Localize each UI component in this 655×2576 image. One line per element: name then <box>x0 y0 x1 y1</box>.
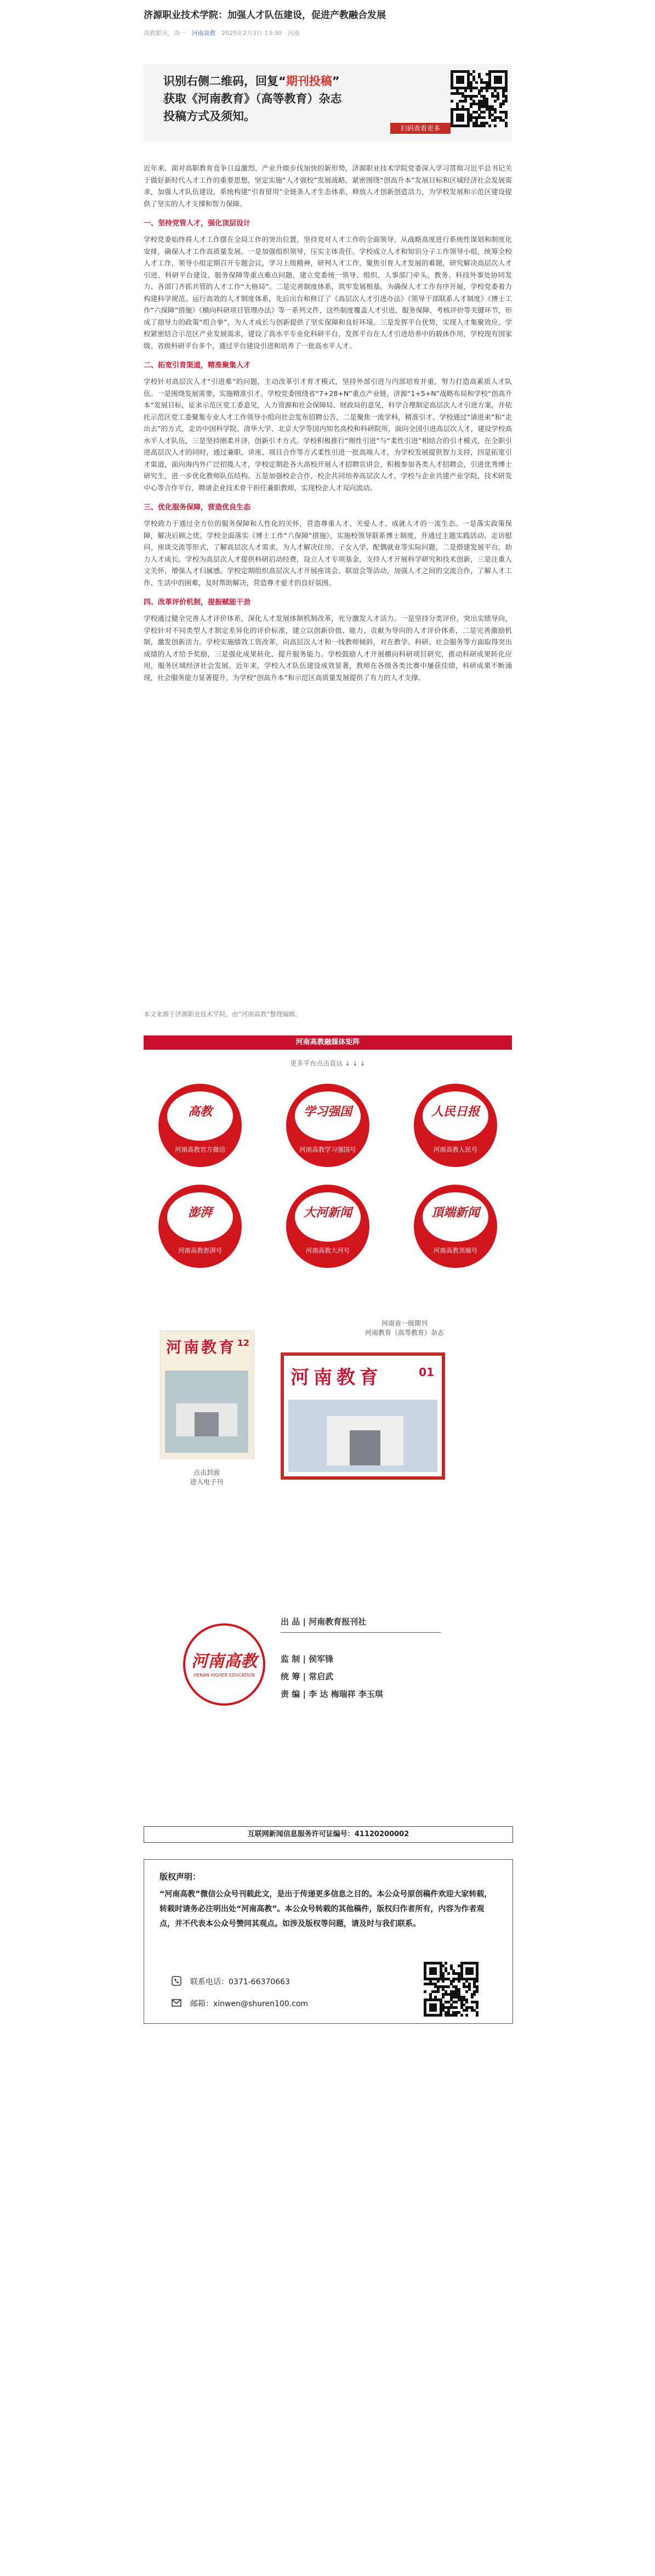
phone-label: 联系电话： <box>190 1978 229 1986</box>
logo-dingduan-hao[interactable] <box>414 1185 497 1268</box>
logo-mark: 高教 <box>187 1105 212 1119</box>
logo-caption: 河南高教人民号 <box>433 1146 478 1153</box>
magazine-header-1: 河南省一级期刊 <box>381 1320 428 1327</box>
section-4-paragraph: 学校通过健全完善人才评价体系，深化人才发展体制机制改革，充分激发人才活力。一是坚持分类评价，突出实绩导向，学校针对不同类型人才制定差异化的评价标准，建立以创新价值、能力、贡献为导向的人才评价体系，二是完善激励机制，激发创新活力。学校实施绩效工资改革，向高层次人才和一线教师倾斜，对在教学、科研、社会服务等方面取得突出成绩的人才给予奖励，三是强化成果转化，提升服务能力。学校鼓励人才开展横向科研项目研究，推动科研成果转化应用，服务区域经济社会发展。近年来，学校人才队伍建设成效显著，教师在各级各类比赛中屡获佳绩，科研成果不断涌现，社会服务能力显著提升，为学校“创高升本”和示范区高质量发展提供了有力的人才支撑。 <box>144 614 512 682</box>
media-matrix-heading: 河南高教融媒体矩阵 <box>144 1035 512 1050</box>
logo-mark: 人民日报 <box>431 1105 480 1119</box>
banner-line1-pre: 识别右侧二维码，回复“ <box>163 75 286 88</box>
magazine-caption-1: 点击封面 <box>193 1469 220 1476</box>
article-title: 济源职业技术学院：加强人才队伍建设，促进产教融合发展 <box>144 10 386 21</box>
magazine-cover-previous[interactable] <box>160 1331 254 1459</box>
submission-banner <box>144 64 512 141</box>
credit-supervisor: 监 制 | 侯军锋 <box>281 1654 334 1664</box>
section-1-heading: 一、坚持党管人才，强化顶层设计 <box>144 219 251 228</box>
section-4-heading: 四、改革评价机制，提振赋能干劲 <box>144 598 251 607</box>
section-1-paragraph: 学校党委始终将人才工作摆在全局工作的突出位置，坚持党对人才工作的全面领导，从战略高度进行系统性谋划和制度化安排，确保人才工作高质量发展。一是加强组织领导，压实主体责任。学校成立人才和知识分子工作领导小组，统筹全校人才工作，领导小组定期召开专题会议，学习上级精神，研判人才工作，聚焦引育人才发展的难题，研究解决高层次人才引进、科研平台建设、服务保障等重点难点问题，建立党委统一领导、组织、人事部门牵头、教务、科技外事处协同发力、各部门齐抓共管的人才工作“大格局”。二是完善制度体系，筑牢发展根基。为确保人才工作有序开展，学校党委着力构建科学规范、运行高效的人才制度体系，先后出台和修订了《高层次人才引进办法》《领导干部联系人才制度》《博士工作“六保障”措施》《横向科研项目管理办法》等一系列文件，这些制度覆盖人才引进、服务保障、考核评价等关键环节，形成了指导力的政策“组合拳”，为人才成长与创新提供了坚实保障和良好环境。三是发挥平台优势，实现人才集聚效应。学校紧密结合示范区产业发展需求，建设了高水平专业化科研平台，发挥平台在人才引进培养中的载体作用，学校现有国家级、省级科研平台多个，通过平台建设引进和培养了一批高水平人才。 <box>144 235 512 350</box>
brand-name-en: HENAN HIGHER EDUCATION <box>193 1673 255 1678</box>
cover-title: 河南教育 <box>291 1367 383 1389</box>
email-label: 邮箱： <box>190 2000 213 2008</box>
logo-caption: 河南高教官方微信 <box>175 1146 225 1153</box>
logo-xuexi-qiangguo[interactable] <box>286 1084 369 1167</box>
account-link[interactable]: 河南高教 <box>191 30 216 37</box>
phone-number[interactable]: 0371-66370663 <box>229 1978 290 1986</box>
magazine-header-2: 河南教育（高等教育）杂志 <box>364 1329 444 1337</box>
magazine-caption <box>176 1468 237 1486</box>
cover-issue: 01 <box>419 1366 434 1379</box>
credit-editors: 责 编 | 李 达 梅瑞祥 李玉琪 <box>281 1689 383 1699</box>
logo-dahe-hao[interactable] <box>286 1185 369 1268</box>
publish-location: 河南 <box>287 30 300 37</box>
logo-caption: 河南高教澎湃号 <box>178 1247 223 1254</box>
section-3-heading: 三、优化服务保障，营造优良生态 <box>144 503 251 512</box>
banner-highlight: 期刊投稿 <box>286 75 332 88</box>
magazine-caption-2: 进入电子刊 <box>190 1478 223 1486</box>
brand-name: 河南高教 <box>191 1652 257 1671</box>
scan-more-button[interactable]: 扫码查看更多 <box>390 123 451 134</box>
source-footnote: 本文来源于济源职业技术学院，由“河南高教”整理编辑。 <box>144 1010 301 1018</box>
credits-divider <box>281 1632 441 1633</box>
phone-icon <box>172 1976 181 1986</box>
banner-line3: 投稿方式及须知。 <box>163 110 255 123</box>
logo-henan-gaojiao-wechat[interactable] <box>158 1084 242 1167</box>
section-2-heading: 二、拓宽引育渠道，精准聚集人才 <box>144 361 251 370</box>
logo-mark: 頂端新闻 <box>431 1206 480 1220</box>
copyright-box <box>144 1859 513 2024</box>
cover-title: 河南教育 <box>166 1338 237 1356</box>
copyright-title: 版权声明： <box>160 1872 201 1882</box>
logo-caption: 河南高教顶端号 <box>433 1247 478 1254</box>
cover-photo <box>165 1371 248 1453</box>
logo-caption: 河南高教学习强国号 <box>299 1146 356 1153</box>
credit-coordinator: 统 筹 | 常启武 <box>281 1672 334 1682</box>
email-address[interactable]: xinwen@shuren100.com <box>213 2000 309 2008</box>
henan-gaojiao-logo-icon <box>183 1623 265 1706</box>
logo-renmin-hao[interactable] <box>414 1084 497 1167</box>
more-platforms-hint: 更多平台点击直达 ↓ ↓ ↓ <box>290 1060 366 1067</box>
logo-mark: 澎湃 <box>187 1206 212 1220</box>
mail-icon <box>172 1998 181 2008</box>
banner-line2: 获取《河南教育》（高等教育）杂志 <box>163 92 342 105</box>
magazine-cover-current[interactable] <box>281 1352 445 1480</box>
intro-paragraph: 近年来，面对高职教育竞争日益激烈、产业升级步伐加快的新形势，济源职业技术学院党委深入学习贯彻习近平总书记关于做好新时代人才工作的重要思想，坚定实施“人才强校”发展战略，紧密围绕“创高升本”发展目标和区域经济社会发展需求，加强人才队伍建设，系统构建“引育留用”全链条人才生态体系，释放人才创新创造活力，为学校发展和示范区建设提供了坚实的人才支撑和智力保障。 <box>144 164 512 208</box>
credit-publisher: 出 品 | 河南教育报刊社 <box>281 1617 367 1627</box>
logo-mark: 大河新闻 <box>303 1206 352 1220</box>
magazine-header <box>322 1318 487 1337</box>
article-body <box>144 162 512 683</box>
cover-issue: 12 <box>237 1338 249 1348</box>
section-3-paragraph: 学校致力于通过全方位的服务保障和人性化的关怀，营造尊重人才、关爱人才、成就人才的一流生态。一是落实政策保障，解决后顾之忧。学校全面落实《博士工作“六保障”措施》，实施校领导联系博士制度，并通过主题实践活动、走访慰问、座谈交流等形式，了解高层次人才需求，为人才解决住房、子女入学、配偶就业等实际问题，二是搭建发展平台，助力人才成长。学校为高层次人才提供科研启动经费，设立人才专项基金，支持人才开展科学研究和技术创新，三是注重人文关怀，增强人才归属感。学校定期组织高层次人才开展座谈会、联谊会等活动，加强人才之间的交流合作，了解人才工作、生活中的困难，及时帮助解决，营造尊才爱才的良好氛围。 <box>144 519 512 587</box>
logo-pengpai-hao[interactable] <box>158 1185 242 1268</box>
article-meta <box>144 29 512 37</box>
publish-time: 2025年2月3日 13:30 <box>221 30 282 37</box>
license-number: 互联网新闻信息服务许可证编号：41120200002 <box>144 1826 513 1843</box>
section-2-paragraph: 学校针对高层次人才“引进难”的问题，主动改革引才育才模式，坚持外部引进与内部培育并重，努力打造高素质人才队伍。一是围绕发展需要，实施精准引才。学校党委围绕省“7+28+N”重点产业链，济源“1+5+N”战略布局和学校“创高升本”发展目标，征求示范区党工委意见，人力资源和社会保障局、财政局的意见，科学合理制定高层次人才引进方案，并依托示范区党工委聚集专业人才工作领导小组向社会发布招聘公告，二是聚焦一流学科，精准引才。学校通过“请进来”和“走出去”的方式，走访中国科学院、清华大学、北京大学等国内知名高校和科研院所，面向全国引进高层次人才，建设学校高水平人才队伍，三是坚持刚柔并济，创新引才方式。学校积极推行“刚性引进”与“柔性引进”相结合的引才模式，在全职引进高层次人才的同时，通过兼职、讲座、项目合作等方式柔性引进一批高端人才，为学校发展提供智力支持，四是拓宽引才渠道，面向海内外广泛招揽人才，学校定期赴各大高校开展人才招聘宣讲会，积极参加各类人才招聘会，引进优秀博士研究生，进一步优化教师队伍结构。五是加强校企合作，校企共同培养高层次人才，学校与企业共建产业学院、技术研发中心等合作平台，聘请企业技术骨干担任兼职教师，实现校企人才双向流动。 <box>144 377 512 492</box>
banner-text <box>163 72 342 125</box>
qr-code-icon[interactable] <box>451 70 508 127</box>
copyright-body: “河南高教”微信公众号刊载此文，是出于传递更多信息之目的。本公众号原创稿件欢迎大家转载，转载时请务必注明出处“河南高教”。本公众号转载的其他稿件，版权归作者所有，内容为作者观点，并不代表本公众号赞同其观点。如涉及版权等问题，请及时与我们联系。 <box>160 1890 492 1928</box>
logo-caption: 河南高教大河号 <box>305 1247 350 1254</box>
banner-line1-post: ” <box>332 75 340 88</box>
logo-mark: 学习强国 <box>303 1105 352 1119</box>
qr-code-icon[interactable] <box>424 1962 479 2017</box>
article-source: 高教影讯，高一 <box>144 30 186 37</box>
cover-photo <box>288 1400 437 1472</box>
